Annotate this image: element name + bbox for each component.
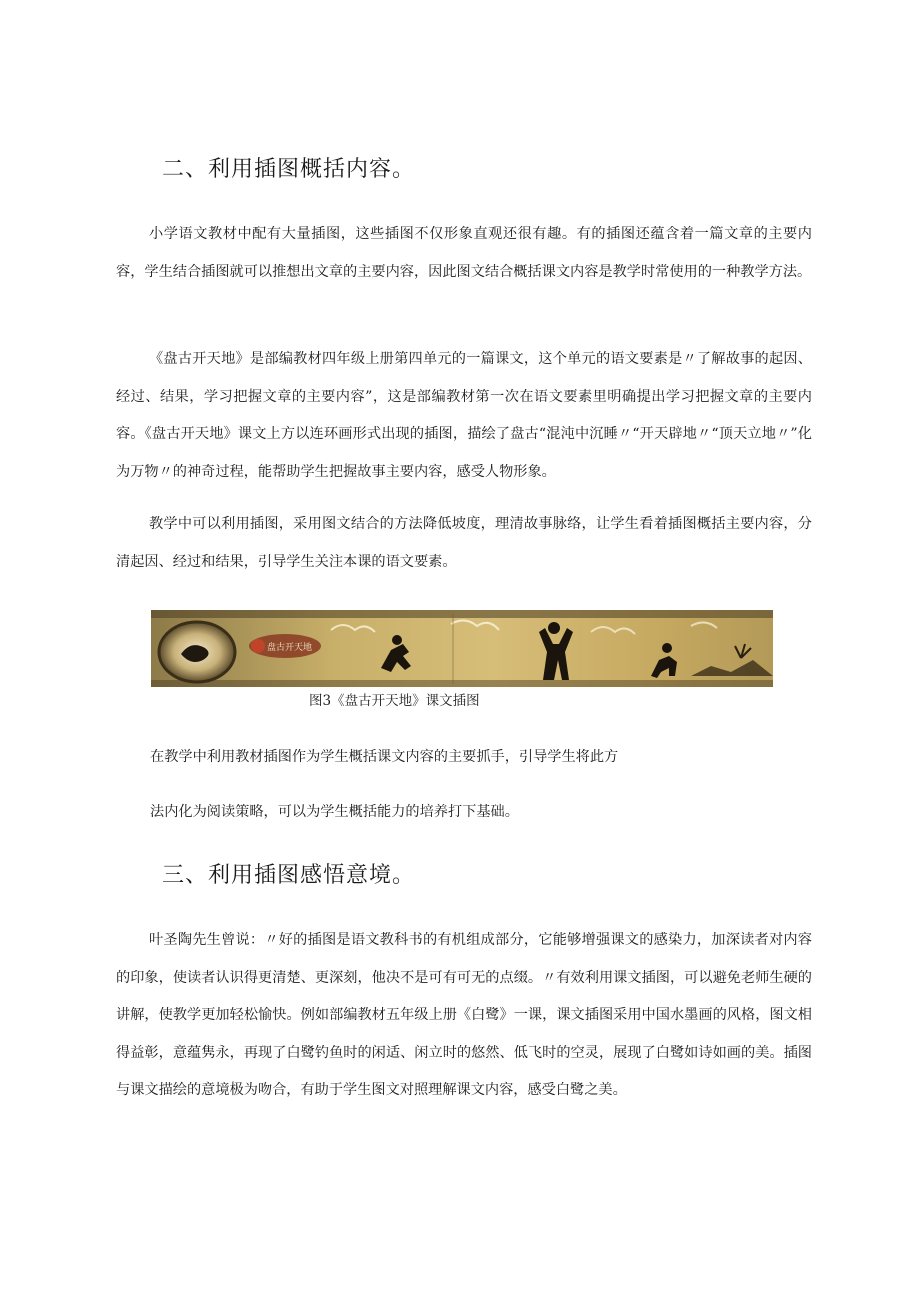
- paragraph-after-figure-line2: 法内化为阅读策略，可以为学生概括能力的培养打下基础。: [150, 804, 519, 820]
- section-heading-2: 二、利用插图概括内容。: [162, 157, 416, 182]
- banner-title: 盘古开天地: [267, 643, 313, 653]
- paragraph-teaching: 教学中可以利用插图，采用图文结合的方法降低坡度，理清故事脉络，让学生看着插图概括主要内容，分清起因、经过和结果，引导学生关注本课的语文要素。: [116, 516, 812, 570]
- paragraph-intro: 小学语文教材中配有大量插图，这些插图不仅形象直观还很有趣。有的插图还蕴含着一篇文章的主要内容，学生结合插图就可以推想出文章的主要内容，因此图文结合概括课文内容是教学时常使用的一种教学方法。: [116, 226, 812, 280]
- section-heading-3: 三、利用插图感悟意境。: [162, 863, 416, 888]
- figure-caption: 图3《盘古开天地》课文插图: [309, 693, 480, 709]
- paragraph-ye-shengtao: 叶圣陶先生曾说：〃好的插图是语文教科书的有机组成部分，它能够增强课文的感染力，加深读者对内容的印象，使读者认识得更清楚、更深刻，他决不是可有可无的点缀。〃有效利用课文插图，可以避免老师生硬的讲解，使教学更加轻松愉快。例如部编教材五年级上册《白鹭》一课，课文插图采用中国水墨画的风格，图文相得益彰，意蕴隽永，再现了白鹭钓鱼时的闲适、闲立时的悠然、低飞时的空灵，展现了白鹭如诗如画的美。插图与课文描绘的意境极为吻合，有助于学生图文对照理解课文内容，感受白鹭之美。: [116, 932, 812, 1098]
- paragraph-pangu: 《盘古开天地》是部编教材四年级上册第四单元的一篇课文，这个单元的语文要素是〃了解故事的起因、经过、结果，学习把握文章的主要内容”，这是部编教材第一次在语文要素里明确提出学习把握文章的主要内容。《盘古开天地》课文上方以连环画形式出现的插图，描绘了盘古“混沌中沉睡〃“开天辟地〃“顶天立地〃”化为万物〃的神奇过程，能帮助学生把握故事主要内容，感受人物形象。: [116, 351, 812, 480]
- paragraph-after-figure-line1: 在教学中利用教材插图作为学生概括课文内容的主要抓手，引导学生将此方: [150, 749, 619, 765]
- pangu-illustration: [151, 610, 773, 687]
